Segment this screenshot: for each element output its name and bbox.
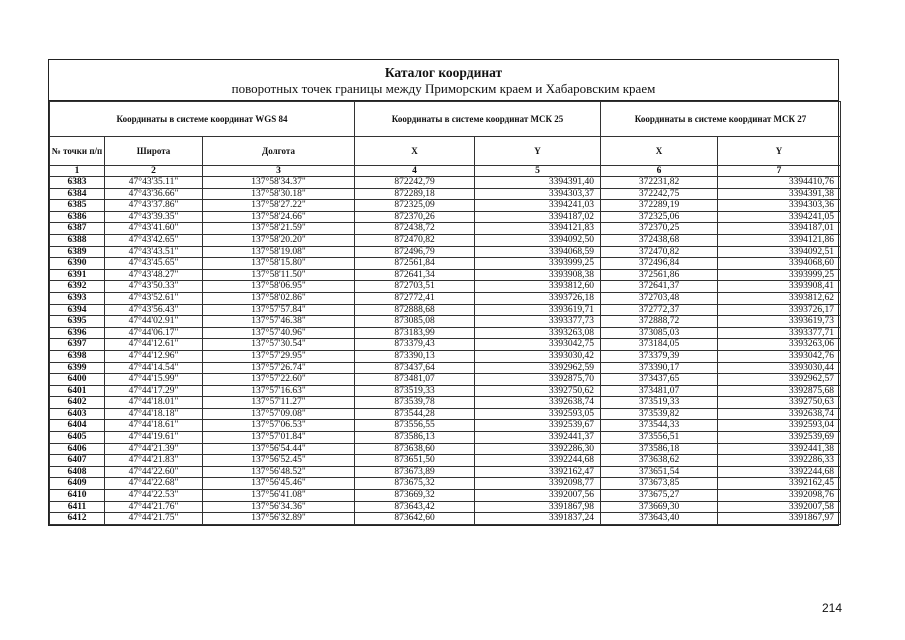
msk27-y-cell: 3392962,57	[718, 374, 841, 386]
point-number-cell: 6409	[50, 478, 105, 490]
msk25-y-cell: 3393263,08	[475, 327, 601, 339]
latitude-cell: 47°44'18.61"	[105, 420, 203, 432]
longitude-cell: 137°58'24.66"	[203, 211, 355, 223]
msk27-x-cell: 373669,30	[601, 501, 718, 513]
msk25-y-header: Y	[475, 137, 601, 166]
msk27-x-cell: 372888,72	[601, 316, 718, 328]
table-row	[50, 397, 841, 409]
msk25-x-cell: 872641,34	[355, 269, 475, 281]
longitude-cell: 137°57'11.27"	[203, 397, 355, 409]
latitude-cell: 47°44'06.17"	[105, 327, 203, 339]
msk25-y-cell: 3393812,60	[475, 281, 601, 293]
column-number: 4	[355, 166, 475, 177]
msk27-y-cell: 3393619,73	[718, 316, 841, 328]
longitude-cell: 137°57'29.95"	[203, 350, 355, 362]
point-number-cell: 6390	[50, 258, 105, 270]
msk27-y-header: Y	[718, 137, 841, 166]
msk25-y-cell: 3394068,59	[475, 246, 601, 258]
point-number-cell: 6402	[50, 397, 105, 409]
table-row	[50, 281, 841, 293]
msk25-x-cell: 872289,18	[355, 188, 475, 200]
msk27-x-cell: 372438,68	[601, 234, 718, 246]
point-number-cell: 6393	[50, 292, 105, 304]
point-number-cell: 6385	[50, 200, 105, 212]
longitude-cell: 137°58'21.59"	[203, 223, 355, 235]
msk25-y-cell: 3392962,59	[475, 362, 601, 374]
longitude-cell: 137°58'19.08"	[203, 246, 355, 258]
point-number-cell: 6406	[50, 443, 105, 455]
msk25-x-cell: 872470,82	[355, 234, 475, 246]
table-row	[50, 443, 841, 455]
column-number: 5	[475, 166, 601, 177]
msk27-x-cell: 372325,06	[601, 211, 718, 223]
point-number-cell: 6397	[50, 339, 105, 351]
page-number: 214	[822, 601, 843, 615]
msk27-x-cell: 372641,37	[601, 281, 718, 293]
msk27-y-cell: 3394391,38	[718, 188, 841, 200]
msk27-y-cell: 3394241,05	[718, 211, 841, 223]
msk25-x-cell: 873673,89	[355, 466, 475, 478]
latitude-cell: 47°43'39.35"	[105, 211, 203, 223]
point-number-cell: 6412	[50, 513, 105, 525]
latitude-cell: 47°44'18.18"	[105, 408, 203, 420]
latitude-cell: 47°43'52.61"	[105, 292, 203, 304]
msk25-y-cell: 3392750,62	[475, 385, 601, 397]
msk27-x-cell: 373539,82	[601, 408, 718, 420]
point-number-cell: 6395	[50, 316, 105, 328]
msk27-y-cell: 3392750,63	[718, 397, 841, 409]
coordinate-rows	[50, 177, 841, 525]
longitude-cell: 137°58'15.80"	[203, 258, 355, 270]
point-number-cell: 6407	[50, 455, 105, 467]
msk27-y-cell: 3393908,41	[718, 281, 841, 293]
msk27-y-cell: 3392638,74	[718, 408, 841, 420]
msk25-y-cell: 3392638,74	[475, 397, 601, 409]
msk27-x-cell: 373643,40	[601, 513, 718, 525]
msk27-x-cell: 372561,86	[601, 269, 718, 281]
table-row	[50, 316, 841, 328]
msk27-x-cell: 373437,65	[601, 374, 718, 386]
table-row	[50, 258, 841, 270]
column-number: 6	[601, 166, 718, 177]
msk27-y-cell: 3394187,01	[718, 223, 841, 235]
msk27-y-cell: 3392539,69	[718, 432, 841, 444]
longitude-cell: 137°58'11.50"	[203, 269, 355, 281]
msk27-x-header: X	[601, 137, 718, 166]
msk25-y-cell: 3394241,03	[475, 200, 601, 212]
longitude-cell: 137°56'52.45"	[203, 455, 355, 467]
catalog-header	[49, 60, 838, 101]
table-row	[50, 408, 841, 420]
longitude-cell: 137°57'16.63"	[203, 385, 355, 397]
msk27-x-cell: 372496,84	[601, 258, 718, 270]
latitude-cell: 47°44'14.54"	[105, 362, 203, 374]
table-row	[50, 455, 841, 467]
msk25-x-cell: 872370,26	[355, 211, 475, 223]
msk25-y-cell: 3392162,47	[475, 466, 601, 478]
msk27-y-cell: 3392441,38	[718, 443, 841, 455]
msk25-x-cell: 873437,64	[355, 362, 475, 374]
catalog-subtitle: поворотных точек границы между Приморским краем и Хабаровским краем	[231, 81, 656, 96]
longitude-cell: 137°57'06.53"	[203, 420, 355, 432]
longitude-cell: 137°56'48.52"	[203, 466, 355, 478]
table-row	[50, 188, 841, 200]
point-number-cell: 6399	[50, 362, 105, 374]
longitude-cell: 137°58'20.20"	[203, 234, 355, 246]
point-number-cell: 6394	[50, 304, 105, 316]
table-row	[50, 501, 841, 513]
point-number-cell: 6396	[50, 327, 105, 339]
column-number: 1	[50, 166, 105, 177]
latitude-cell: 47°43'50.33"	[105, 281, 203, 293]
msk27-x-cell: 372370,25	[601, 223, 718, 235]
longitude-cell: 137°56'45.46"	[203, 478, 355, 490]
msk25-system-header: Координаты в системе координат МСК 25	[355, 102, 601, 137]
longitude-cell: 137°57'01.84"	[203, 432, 355, 444]
latitude-cell: 47°43'45.65"	[105, 258, 203, 270]
latitude-cell: 47°43'43.51"	[105, 246, 203, 258]
msk25-x-cell: 873651,50	[355, 455, 475, 467]
longitude-cell: 137°56'54.44"	[203, 443, 355, 455]
longitude-cell: 137°58'34.37"	[203, 177, 355, 189]
longitude-cell: 137°57'22.60"	[203, 374, 355, 386]
msk27-y-cell: 3394068,60	[718, 258, 841, 270]
latitude-cell: 47°43'35.11"	[105, 177, 203, 189]
msk27-y-cell: 3392098,76	[718, 490, 841, 502]
msk25-y-cell: 3392098,77	[475, 478, 601, 490]
point-number-cell: 6411	[50, 501, 105, 513]
table-row	[50, 211, 841, 223]
point-number-cell: 6388	[50, 234, 105, 246]
point-number-cell: 6389	[50, 246, 105, 258]
table-row	[50, 234, 841, 246]
msk27-x-cell: 373675,27	[601, 490, 718, 502]
latitude-cell: 47°44'12.61"	[105, 339, 203, 351]
msk27-x-cell: 373638,62	[601, 455, 718, 467]
latitude-cell: 47°44'21.39"	[105, 443, 203, 455]
msk25-y-cell: 3392244,68	[475, 455, 601, 467]
msk25-y-cell: 3393619,71	[475, 304, 601, 316]
longitude-cell: 137°57'30.54"	[203, 339, 355, 351]
msk27-x-cell: 373544,33	[601, 420, 718, 432]
longitude-cell: 137°56'41.08"	[203, 490, 355, 502]
table-row	[50, 420, 841, 432]
msk27-y-cell: 3394121,86	[718, 234, 841, 246]
catalog-title: Каталог координат	[384, 65, 503, 80]
column-numbers-row	[50, 166, 841, 177]
msk25-x-cell: 872496,79	[355, 246, 475, 258]
msk27-system-header: Координаты в системе координат МСК 27	[601, 102, 841, 137]
column-number: 7	[718, 166, 841, 177]
msk25-x-cell: 873379,43	[355, 339, 475, 351]
msk25-y-cell: 3393042,75	[475, 339, 601, 351]
latitude-header: Широта	[105, 137, 203, 166]
column-number: 2	[105, 166, 203, 177]
msk27-y-cell: 3392593,04	[718, 420, 841, 432]
msk27-x-cell: 372772,37	[601, 304, 718, 316]
msk27-x-cell: 372289,19	[601, 200, 718, 212]
msk27-x-cell: 373184,05	[601, 339, 718, 351]
msk27-y-cell: 3393377,71	[718, 327, 841, 339]
point-number-cell: 6403	[50, 408, 105, 420]
msk25-y-cell: 3394187,02	[475, 211, 601, 223]
point-number-cell: 6384	[50, 188, 105, 200]
table-row	[50, 304, 841, 316]
point-number-cell: 6398	[50, 350, 105, 362]
table-row	[50, 223, 841, 235]
table-row	[50, 432, 841, 444]
coordinate-table	[49, 101, 841, 525]
point-number-header: № точки п/п	[50, 137, 105, 166]
msk25-x-cell: 873669,32	[355, 490, 475, 502]
table-row	[50, 374, 841, 386]
msk25-y-cell: 3393999,25	[475, 258, 601, 270]
latitude-cell: 47°43'56.43"	[105, 304, 203, 316]
msk25-x-cell: 873085,08	[355, 316, 475, 328]
table-row	[50, 339, 841, 351]
point-number-cell: 6383	[50, 177, 105, 189]
msk25-y-cell: 3391837,24	[475, 513, 601, 525]
msk25-y-cell: 3392539,67	[475, 420, 601, 432]
latitude-cell: 47°43'41.60"	[105, 223, 203, 235]
msk27-x-cell: 372231,82	[601, 177, 718, 189]
msk27-x-cell: 373519,33	[601, 397, 718, 409]
msk25-x-cell: 873183,99	[355, 327, 475, 339]
longitude-cell: 137°58'06.95"	[203, 281, 355, 293]
latitude-cell: 47°44'21.83"	[105, 455, 203, 467]
msk25-y-cell: 3391867,98	[475, 501, 601, 513]
msk27-y-cell: 3392162,45	[718, 478, 841, 490]
msk27-x-cell: 373390,17	[601, 362, 718, 374]
latitude-cell: 47°43'48.27"	[105, 269, 203, 281]
msk25-x-cell: 872325,09	[355, 200, 475, 212]
msk25-y-cell: 3392007,56	[475, 490, 601, 502]
table-row	[50, 292, 841, 304]
point-number-cell: 6392	[50, 281, 105, 293]
msk27-x-cell: 372703,48	[601, 292, 718, 304]
msk27-y-cell: 3392286,33	[718, 455, 841, 467]
longitude-cell: 137°57'57.84"	[203, 304, 355, 316]
msk25-y-cell: 3393030,42	[475, 350, 601, 362]
msk27-y-cell: 3394303,36	[718, 200, 841, 212]
msk27-y-cell: 3394092,51	[718, 246, 841, 258]
point-number-cell: 6408	[50, 466, 105, 478]
table-row	[50, 362, 841, 374]
latitude-cell: 47°44'15.99"	[105, 374, 203, 386]
msk25-y-cell: 3394303,37	[475, 188, 601, 200]
msk27-y-cell: 3394410,76	[718, 177, 841, 189]
table-row	[50, 490, 841, 502]
msk27-y-cell: 3393726,17	[718, 304, 841, 316]
msk25-y-cell: 3393726,18	[475, 292, 601, 304]
point-number-cell: 6401	[50, 385, 105, 397]
msk25-y-cell: 3394391,40	[475, 177, 601, 189]
msk27-y-cell: 3393030,44	[718, 362, 841, 374]
longitude-cell: 137°58'02.86"	[203, 292, 355, 304]
longitude-cell: 137°57'26.74"	[203, 362, 355, 374]
msk25-x-cell: 873556,55	[355, 420, 475, 432]
table-row	[50, 200, 841, 212]
msk27-x-cell: 373481,07	[601, 385, 718, 397]
table-row	[50, 269, 841, 281]
msk27-x-cell: 373556,51	[601, 432, 718, 444]
msk25-y-cell: 3393377,73	[475, 316, 601, 328]
longitude-cell: 137°56'32.89"	[203, 513, 355, 525]
point-number-cell: 6386	[50, 211, 105, 223]
table-row	[50, 327, 841, 339]
msk27-y-cell: 3391867,97	[718, 513, 841, 525]
coordinate-systems-row	[50, 102, 841, 137]
longitude-cell: 137°57'40.96"	[203, 327, 355, 339]
latitude-cell: 47°44'18.01"	[105, 397, 203, 409]
msk25-x-cell: 873586,13	[355, 432, 475, 444]
msk27-x-cell: 373651,54	[601, 466, 718, 478]
msk25-y-cell: 3392441,37	[475, 432, 601, 444]
msk27-y-cell: 3392875,68	[718, 385, 841, 397]
msk25-x-cell: 873539,78	[355, 397, 475, 409]
longitude-cell: 137°57'46.38"	[203, 316, 355, 328]
longitude-cell: 137°58'27.22"	[203, 200, 355, 212]
column-number: 3	[203, 166, 355, 177]
longitude-cell: 137°56'34.36"	[203, 501, 355, 513]
table-row	[50, 478, 841, 490]
table-row	[50, 177, 841, 189]
msk27-y-cell: 3393263,06	[718, 339, 841, 351]
msk25-x-cell: 872772,41	[355, 292, 475, 304]
msk27-x-cell: 372242,75	[601, 188, 718, 200]
msk27-y-cell: 3393042,76	[718, 350, 841, 362]
msk25-x-cell: 873390,13	[355, 350, 475, 362]
point-number-cell: 6410	[50, 490, 105, 502]
msk25-x-header: X	[355, 137, 475, 166]
latitude-cell: 47°43'37.86"	[105, 200, 203, 212]
table-row	[50, 466, 841, 478]
msk25-y-cell: 3394092,50	[475, 234, 601, 246]
latitude-cell: 47°44'22.53"	[105, 490, 203, 502]
msk25-y-cell: 3393908,38	[475, 269, 601, 281]
msk25-x-cell: 872242,79	[355, 177, 475, 189]
point-number-cell: 6400	[50, 374, 105, 386]
msk27-y-cell: 3393812,62	[718, 292, 841, 304]
msk25-x-cell: 873519,33	[355, 385, 475, 397]
latitude-cell: 47°44'02.91"	[105, 316, 203, 328]
point-number-cell: 6404	[50, 420, 105, 432]
longitude-cell: 137°57'09.08"	[203, 408, 355, 420]
msk25-x-cell: 872888,68	[355, 304, 475, 316]
coordinate-catalog-sheet	[48, 59, 839, 526]
latitude-cell: 47°44'22.60"	[105, 466, 203, 478]
latitude-cell: 47°44'17.29"	[105, 385, 203, 397]
table-row	[50, 350, 841, 362]
msk25-y-cell: 3392286,30	[475, 443, 601, 455]
msk27-y-cell: 3393999,25	[718, 269, 841, 281]
msk25-x-cell: 873481,07	[355, 374, 475, 386]
latitude-cell: 47°44'22.68"	[105, 478, 203, 490]
msk27-x-cell: 373586,18	[601, 443, 718, 455]
latitude-cell: 47°43'36.66"	[105, 188, 203, 200]
latitude-cell: 47°44'21.76"	[105, 501, 203, 513]
point-number-cell: 6405	[50, 432, 105, 444]
msk27-y-cell: 3392007,58	[718, 501, 841, 513]
longitude-cell: 137°58'30.18"	[203, 188, 355, 200]
table-row	[50, 513, 841, 525]
msk25-x-cell: 872703,51	[355, 281, 475, 293]
table-row	[50, 385, 841, 397]
msk25-x-cell: 873642,60	[355, 513, 475, 525]
point-number-cell: 6387	[50, 223, 105, 235]
msk27-x-cell: 372470,82	[601, 246, 718, 258]
msk25-x-cell: 873638,60	[355, 443, 475, 455]
msk27-x-cell: 373085,03	[601, 327, 718, 339]
msk25-x-cell: 873643,42	[355, 501, 475, 513]
wgs84-system-header: Координаты в системе координат WGS 84	[50, 102, 355, 137]
msk27-x-cell: 373673,85	[601, 478, 718, 490]
msk27-y-cell: 3392244,68	[718, 466, 841, 478]
msk25-y-cell: 3394121,83	[475, 223, 601, 235]
column-headers-row	[50, 137, 841, 166]
msk25-x-cell: 873675,32	[355, 478, 475, 490]
msk27-x-cell: 373379,39	[601, 350, 718, 362]
point-number-cell: 6391	[50, 269, 105, 281]
msk25-x-cell: 872561,84	[355, 258, 475, 270]
latitude-cell: 47°44'12.96"	[105, 350, 203, 362]
latitude-cell: 47°44'19.61"	[105, 432, 203, 444]
latitude-cell: 47°44'21.75"	[105, 513, 203, 525]
longitude-header: Долгота	[203, 137, 355, 166]
table-row	[50, 246, 841, 258]
msk25-y-cell: 3392875,70	[475, 374, 601, 386]
msk25-x-cell: 872438,72	[355, 223, 475, 235]
latitude-cell: 47°43'42.65"	[105, 234, 203, 246]
msk25-y-cell: 3392593,05	[475, 408, 601, 420]
msk25-x-cell: 873544,28	[355, 408, 475, 420]
